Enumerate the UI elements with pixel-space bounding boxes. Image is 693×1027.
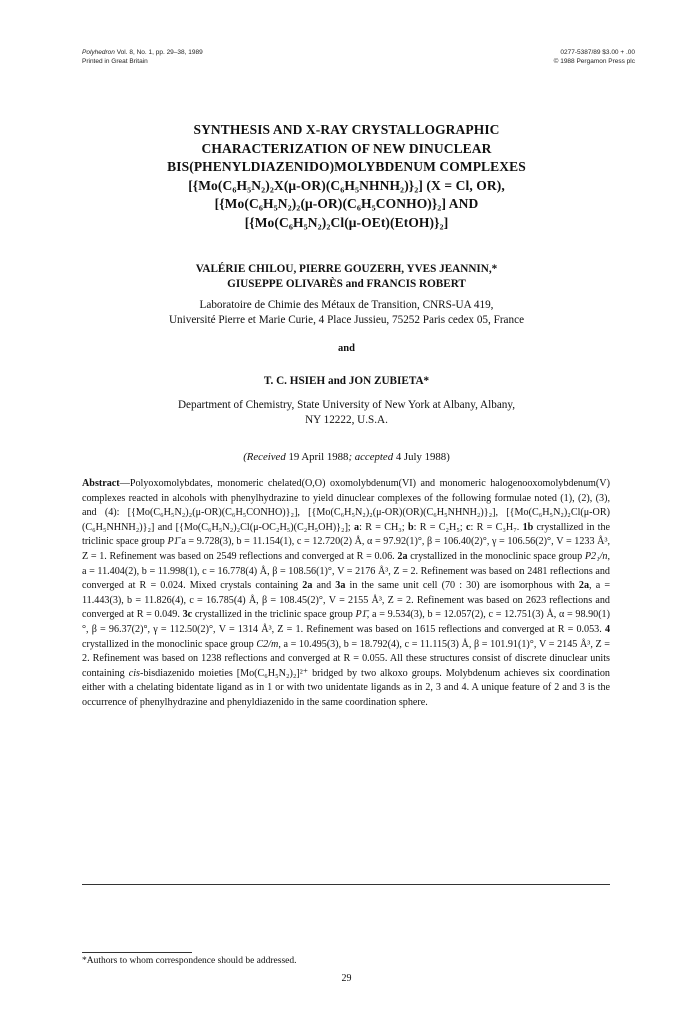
affiliation-line: Laboratoire de Chimie des Métaux de Transition, CNRS-UA 419, — [199, 299, 494, 311]
journal-name: Polyhedron — [82, 49, 115, 56]
author-line: VALÉRIE CHILOU, PIERRE GOUZERH, YVES JEANNIN,* — [195, 263, 498, 275]
author-line: GIUSEPPE OLIVARÈS and FRANCIS ROBERT — [227, 278, 466, 290]
compound-label: 2a — [397, 550, 408, 562]
abstract-text: : R = CH₃; — [359, 521, 405, 533]
footnote-divider — [82, 952, 192, 953]
abstract-text: : R = C₂H₅; — [413, 521, 463, 533]
copyright-line: © 1988 Pergamon Press plc — [553, 57, 635, 65]
compound-label: 3a — [335, 580, 346, 592]
space-group: C2/m — [256, 638, 279, 650]
abstract-text: crystallized in the monoclinic space group — [407, 550, 583, 562]
abstract-text: -bisdiazenido moieties [Mo(C₆H₅N₂)₂]²⁺ bridged by two alkoxo groups. Molybdenum achieves six coordination either with a chelating bidentate ligand as in 1 or with two unidentate ligands as in 2, 3 and 4. A unique feature of 2 and 3 is the occurrence of phenylhydrazine and phenyldiazenido in the same coordination sphere. — [82, 667, 610, 708]
cis-prefix: cis — [128, 667, 140, 679]
printed-line: Printed in Great Britain — [82, 57, 148, 65]
abstract-text: a = 9.728(3), b = 11.154(1), c = 12.720(2) Å, α = 97.92(1)°, β = 106.40(2)°, γ = 106.56(2)°, V = 1233 Å³, Z = 1. Refinement was based on 2549 reflections and converged at R = 0.06. — [82, 536, 611, 562]
author-separator: and — [338, 343, 355, 354]
received-dates — [60, 451, 633, 463]
title-line: [{Mo(C₆H₅N₂)₂X(μ-OR)(C₆H₅NHNH₂)}₂] (X = Cl, OR), — [188, 177, 505, 193]
abstract-divider — [82, 884, 610, 885]
title-line: SYNTHESIS AND X-RAY CRYSTALLOGRAPHIC — [193, 122, 500, 137]
author-line-albany: T. C. HSIEH and JON ZUBIETA* — [263, 375, 430, 387]
volume-line: Vol. 8, No. 1, pp. 29–38, 1989 — [116, 49, 203, 56]
affiliation-albany — [60, 398, 633, 427]
title-line: CHARACTERIZATION OF NEW DINUCLEAR — [201, 140, 492, 156]
space-group: P1̄ — [355, 609, 367, 621]
affiliation-paris — [60, 298, 633, 327]
abstract-text: crystallized in the monoclinic space group — [82, 638, 254, 650]
journal-header-right — [554, 49, 635, 66]
compound-label: c — [465, 521, 471, 533]
compound-label: 2a — [302, 580, 313, 592]
title-line: BIS(PHENYLDIAZENIDO)MOLYBDENUM COMPLEXES — [167, 159, 526, 174]
abstract-text: , a = 11.404(2), b = 11.998(1), c = 16.778(4) Å, β = 108.56(1)°, V = 2176 Å³, Z = 2. Refinement was based on 2481 reflections and converged at R = 0.024. Mixed crystals containing — [82, 550, 611, 592]
accepted-label: ; accepted — [348, 451, 394, 463]
abstract — [82, 477, 610, 711]
title-line: [{Mo(C₆H₅N₂)₂Cl(μ-OEt)(EtOH)}₂] — [244, 214, 449, 230]
compound-label: b — [407, 521, 414, 533]
compound-label: 1b — [522, 521, 534, 533]
abstract-text: : R = C₃H₇. — [470, 521, 520, 533]
page-number: 29 — [341, 973, 352, 984]
title-line: [{Mo(C₆H₅N₂)₂(μ-OR)(C₆H₅CONHO)}₂] AND — [214, 196, 479, 211]
abstract-text: , a = 9.534(3), b = 12.057(2), c = 12.751(3) Å, α = 98.90(1)°, β = 96.37(2)°, γ = 112.50(2)°, V = 1314 Å³, Z = 1. Refinement was based on 1615 reflections and converged at R = 0.053. — [82, 609, 610, 635]
abstract-text: crystallized in the triclinic space group — [82, 521, 611, 548]
accepted-date: 4 July 1988) — [395, 451, 450, 463]
received-prefix: (Received — [243, 451, 286, 463]
abstract-label: Abstract — [82, 478, 120, 489]
compound-label: a — [354, 521, 360, 533]
affiliation-line: Department of Chemistry, State University of New York at Albany, Albany, — [177, 399, 516, 411]
abstract-text: —Polyoxomolybdates, monomeric chelated(O,O) oxomolybdenum(VI) and monomeric halogenooxomolybdenum(V) complexes reacted in alcohols with phenylhydrazine to yield dinuclear complexes of the following formulae noted (1), (2), (3), and (4): [{Mo(C₆H₅N₂)₂(μ-OR)(C₆H₅CONHO)}₂], [{Mo(C₆H₅N₂)₂(μ-OR)(OR)(C₆H₅NHNH₂)}₂], [{Mo(C₆H₅N₂)₂Cl(μ-OR)(C₆H₅NHNH₂)}₂] and [{Mo(C₆H₅N₂)₂Cl(μ-OC₂H₅)(C₂H₅OH)}₂]; — [82, 478, 610, 533]
space-group: P1̄ — [167, 536, 179, 548]
author-list — [60, 262, 633, 292]
abstract-text: in the same unit cell (70 : 30) are isomorphous with — [345, 580, 575, 592]
journal-header-left — [82, 49, 203, 66]
compound-label: 2a — [578, 580, 590, 592]
abstract-text: , a = 10.495(3), b = 18.792(4), c = 11.115(3) Å, β = 101.91(1)°, V = 2145 Å³, Z = 2. Refinement was based on 1238 reflections and converged at R = 0.055. All these structures consist of discrete dinuclear units containing — [82, 638, 611, 679]
affiliation-line: Université Pierre et Marie Curie, 4 Place Jussieu, 75252 Paris cedex 05, France — [168, 313, 525, 326]
abstract-text: , a = 11.443(3), b = 11.826(4), c = 16.785(4) Å, β = 108.45(2)°, V = 2155 Å³, Z = 2. Refinement was based on 2623 reflections and converged at R = 0.049. — [82, 580, 611, 621]
compound-label: 4 — [604, 623, 610, 635]
paper-title — [60, 121, 633, 232]
space-group: P2₁/n — [584, 550, 608, 562]
affiliation-line: NY 12222, U.S.A. — [305, 413, 388, 426]
abstract-text: and — [312, 580, 332, 592]
issn-line: 0277-5387/89 $3.00 + .00 — [560, 49, 635, 56]
received-date: 19 April 1988 — [288, 451, 349, 463]
compound-label: 3c — [182, 609, 193, 621]
correspondence-footnote: *Authors to whom correspondence should be addressed. — [82, 956, 297, 966]
abstract-text: crystallized in the triclinic space group — [192, 609, 353, 621]
